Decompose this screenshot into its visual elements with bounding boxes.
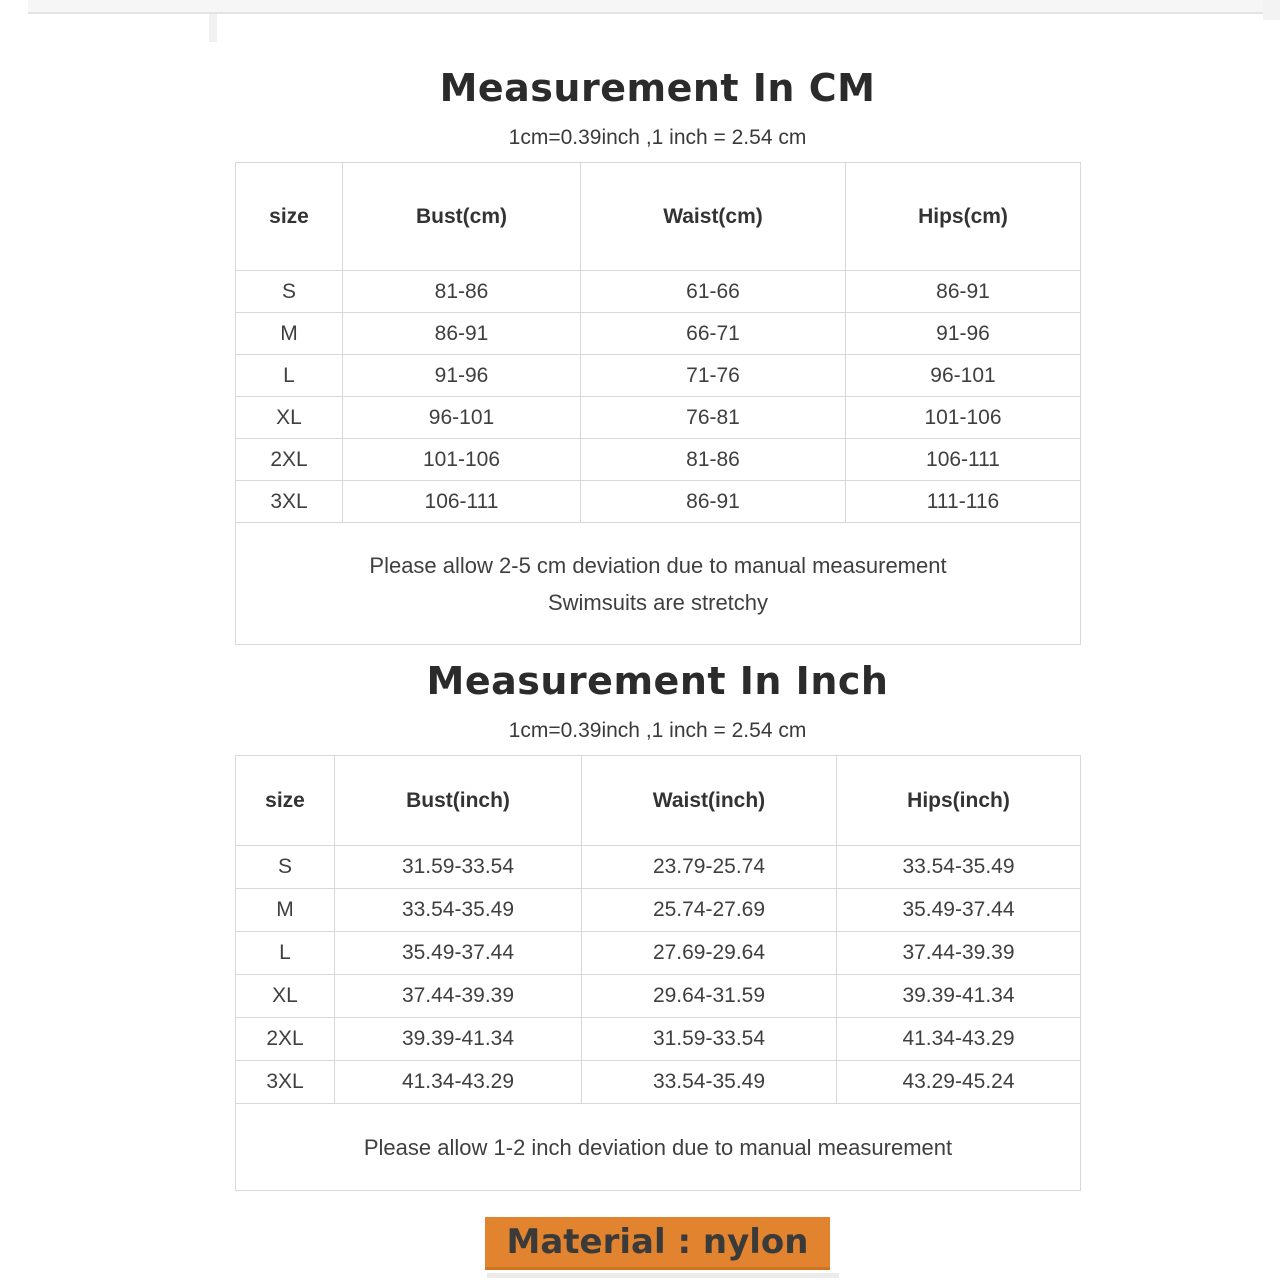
hips-cell: 106-111 bbox=[846, 439, 1081, 481]
inch-col-bust: Bust(inch) bbox=[335, 756, 582, 846]
table-row bbox=[236, 1061, 1081, 1104]
bust-cell: 106-111 bbox=[343, 481, 581, 523]
page-top-corner bbox=[1263, 0, 1280, 20]
inch-section-title: Measurement In Inch bbox=[426, 659, 889, 703]
inch-col-size: size bbox=[236, 756, 335, 846]
table-row bbox=[236, 397, 1081, 439]
table-row bbox=[236, 313, 1081, 355]
note-row bbox=[236, 523, 1081, 645]
waist-cell: 27.69-29.64 bbox=[582, 932, 837, 975]
size-cell: XL bbox=[236, 975, 335, 1018]
hips-cell: 41.34-43.29 bbox=[837, 1018, 1081, 1061]
waist-cell: 23.79-25.74 bbox=[582, 846, 837, 889]
bust-cell: 35.49-37.44 bbox=[335, 932, 582, 975]
table-row bbox=[236, 355, 1081, 397]
waist-cell: 86-91 bbox=[581, 481, 846, 523]
size-cell: XL bbox=[236, 397, 343, 439]
cm-conversion-note: 1cm=0.39inch ,1 inch = 2.54 cm bbox=[508, 126, 807, 149]
cm-size-table bbox=[235, 162, 1081, 645]
waist-cell: 61-66 bbox=[581, 271, 846, 313]
page-top-tick bbox=[209, 14, 217, 42]
waist-cell: 81-86 bbox=[581, 439, 846, 481]
size-cell: M bbox=[236, 889, 335, 932]
bust-cell: 41.34-43.29 bbox=[335, 1061, 582, 1104]
table-row bbox=[236, 481, 1081, 523]
waist-cell: 71-76 bbox=[581, 355, 846, 397]
table-row bbox=[236, 846, 1081, 889]
waist-cell: 25.74-27.69 bbox=[582, 889, 837, 932]
table-row bbox=[236, 439, 1081, 481]
cm-section-title: Measurement In CM bbox=[439, 66, 876, 110]
material-section bbox=[235, 1217, 1080, 1270]
hips-cell: 91-96 bbox=[846, 313, 1081, 355]
material-label: Material : nylon bbox=[485, 1217, 831, 1270]
note-row bbox=[236, 1104, 1081, 1191]
inch-note-line-1: Please allow 1-2 inch deviation due to manual measurement bbox=[363, 1134, 953, 1160]
hips-cell: 43.29-45.24 bbox=[837, 1061, 1081, 1104]
cm-col-bust: Bust(cm) bbox=[343, 163, 581, 271]
bust-cell: 91-96 bbox=[343, 355, 581, 397]
size-cell: M bbox=[236, 313, 343, 355]
bust-cell: 33.54-35.49 bbox=[335, 889, 582, 932]
inch-conversion-note: 1cm=0.39inch ,1 inch = 2.54 cm bbox=[508, 719, 807, 742]
waist-cell: 29.64-31.59 bbox=[582, 975, 837, 1018]
bust-cell: 31.59-33.54 bbox=[335, 846, 582, 889]
inch-header-row bbox=[236, 756, 1081, 846]
cm-header-row bbox=[236, 163, 1081, 271]
size-cell: 3XL bbox=[236, 481, 343, 523]
waist-cell: 76-81 bbox=[581, 397, 846, 439]
inch-col-hips: Hips(inch) bbox=[837, 756, 1081, 846]
waist-cell: 31.59-33.54 bbox=[582, 1018, 837, 1061]
size-cell: L bbox=[236, 932, 335, 975]
cm-note-line-1: Please allow 2-5 cm deviation due to manual measurement bbox=[369, 552, 947, 578]
bust-cell: 37.44-39.39 bbox=[335, 975, 582, 1018]
hips-cell: 101-106 bbox=[846, 397, 1081, 439]
inch-size-table bbox=[235, 755, 1081, 1191]
size-cell: 3XL bbox=[236, 1061, 335, 1104]
size-cell: S bbox=[236, 271, 343, 313]
hips-cell: 35.49-37.44 bbox=[837, 889, 1081, 932]
table-row bbox=[236, 1018, 1081, 1061]
size-cell: 2XL bbox=[236, 439, 343, 481]
waist-cell: 66-71 bbox=[581, 313, 846, 355]
cut-off-highlight-sliver bbox=[487, 1273, 839, 1278]
cm-note-cell bbox=[236, 523, 1081, 645]
cm-col-size: size bbox=[236, 163, 343, 271]
bust-cell: 39.39-41.34 bbox=[335, 1018, 582, 1061]
hips-cell: 37.44-39.39 bbox=[837, 932, 1081, 975]
bust-cell: 81-86 bbox=[343, 271, 581, 313]
size-chart-content bbox=[235, 0, 1080, 1270]
cm-col-hips: Hips(cm) bbox=[846, 163, 1081, 271]
hips-cell: 33.54-35.49 bbox=[837, 846, 1081, 889]
table-row bbox=[236, 271, 1081, 313]
bust-cell: 86-91 bbox=[343, 313, 581, 355]
bust-cell: 101-106 bbox=[343, 439, 581, 481]
hips-cell: 111-116 bbox=[846, 481, 1081, 523]
table-row bbox=[236, 975, 1081, 1018]
hips-cell: 86-91 bbox=[846, 271, 1081, 313]
cm-note-line-2: Swimsuits are stretchy bbox=[547, 589, 769, 615]
size-cell: S bbox=[236, 846, 335, 889]
table-row bbox=[236, 889, 1081, 932]
waist-cell: 33.54-35.49 bbox=[582, 1061, 837, 1104]
size-cell: L bbox=[236, 355, 343, 397]
hips-cell: 96-101 bbox=[846, 355, 1081, 397]
bust-cell: 96-101 bbox=[343, 397, 581, 439]
inch-note-cell bbox=[236, 1104, 1081, 1191]
cm-col-waist: Waist(cm) bbox=[581, 163, 846, 271]
size-cell: 2XL bbox=[236, 1018, 335, 1061]
hips-cell: 39.39-41.34 bbox=[837, 975, 1081, 1018]
table-row bbox=[236, 932, 1081, 975]
inch-col-waist: Waist(inch) bbox=[582, 756, 837, 846]
